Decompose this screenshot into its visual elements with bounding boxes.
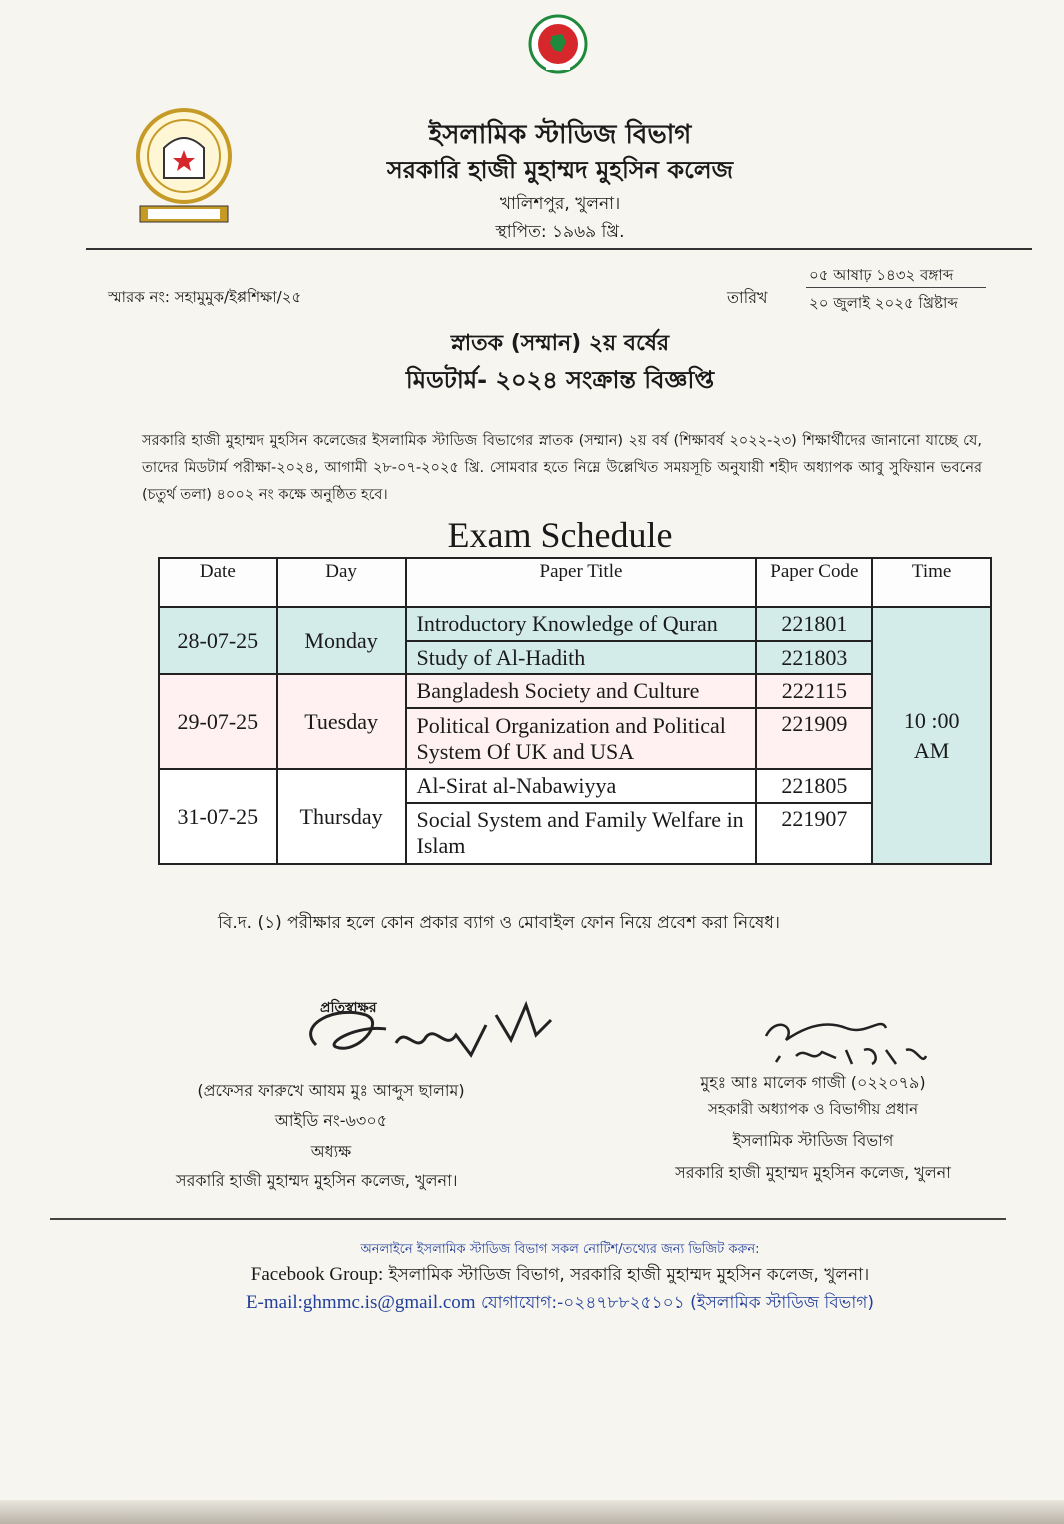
principal-signature — [296, 985, 566, 1075]
header-time: Time — [872, 558, 991, 607]
head-signature — [756, 1006, 936, 1076]
government-seal-icon — [528, 6, 588, 78]
paper-title: Introductory Knowledge of Quran — [406, 607, 757, 641]
header-divider — [86, 248, 1032, 250]
college-logo-icon — [134, 108, 234, 226]
paper-code: 221909 — [756, 708, 872, 769]
exam-time-period: AM — [913, 737, 950, 763]
exam-schedule-title: Exam Schedule — [447, 515, 673, 555]
paper-title: Social System and Family Welfare in Islam — [406, 803, 757, 864]
facebook-label: Facebook Group: — [250, 1264, 384, 1285]
subject-line-1: স্নাতক (সম্মান) ২য় বর্ষের — [450, 331, 670, 356]
exam-day: Monday — [277, 607, 406, 674]
header-paper-code: Paper Code — [756, 558, 872, 607]
principal-title: অধ্যক্ষ — [310, 1142, 352, 1161]
principal-id: আইডি নং-৬৩০৫ — [274, 1111, 388, 1130]
paper-code: 221801 — [756, 607, 872, 641]
exam-date: 31-07-25 — [159, 769, 277, 864]
paper-code: 222115 — [756, 674, 872, 708]
head-name: মুহঃ আঃ মালেক গাজী (০২২০৭৯) — [700, 1073, 926, 1092]
exam-schedule-table — [158, 557, 992, 865]
principal-college: সরকারি হাজী মুহাম্মদ মুহসিন কলেজ, খুলনা। — [176, 1171, 458, 1190]
header-date: Date — [159, 558, 277, 607]
exam-time — [872, 607, 991, 864]
countersign-label: প্রতিস্বাক্ষর — [320, 1000, 377, 1016]
date-english: ২০ জুলাই ২০২৫ খ্রিষ্টাব্দ — [809, 294, 958, 312]
paper-code: 221803 — [756, 641, 872, 675]
paper-title: Bangladesh Society and Culture — [406, 674, 757, 708]
special-note: বি.দ. (১) পরীক্ষার হলে কোন প্রকার ব্যাগ ও মোবাইল ফোন নিয়ে প্রবেশ করা নিষেধ। — [218, 913, 781, 933]
subject-line-2: মিডটার্ম- ২০২৪ সংক্রান্ত বিজ্ঞপ্তি — [405, 366, 715, 394]
principal-name: (প্রফেসর ফারুখে আযম মুঃ আব্দুস ছালাম) — [197, 1081, 465, 1100]
head-department: ইসলামিক স্টাডিজ বিভাগ — [732, 1131, 894, 1150]
paper-code: 221805 — [756, 769, 872, 803]
department-title: ইসলামিক স্টাডিজ বিভাগ — [428, 120, 692, 150]
college-name: সরকারি হাজী মুহাম্মদ মুহসিন কলেজ — [386, 156, 734, 184]
table-row — [159, 607, 991, 641]
footer-online-notice: অনলাইনে ইসলামিক স্টাডিজ বিভাগ সকল নোটিশ/তথ্যের জন্য ভিজিট করুন: — [360, 1242, 760, 1257]
exam-day: Thursday — [277, 769, 406, 864]
paper-title: Al-Sirat al-Nabawiyya — [406, 769, 757, 803]
table-row — [159, 674, 991, 708]
head-title: সহকারী অধ্যাপক ও বিভাগীয় প্রধান — [707, 1100, 919, 1118]
footer-divider — [50, 1218, 1006, 1220]
table-row — [159, 769, 991, 803]
college-established: স্থাপিত: ১৯৬৯ খ্রি. — [495, 222, 625, 242]
memo-number: স্মারক নং: সহামুমুক/ইপ্পশিক্ষা/২৫ — [108, 288, 302, 306]
date-label: তারিখ — [727, 288, 768, 307]
header-paper-title: Paper Title — [406, 558, 757, 607]
notice-body: সরকারি হাজী মুহাম্মদ মুহসিন কলেজের ইসলামিক স্টাডিজ বিভাগের স্নাতক (সম্মান) ২য় বর্ষ (শিক্ষাবর্ষ ২০২২-২৩) শিক্ষার্থীদের জানানো যাচ্ছে যে, তাদের মিডটার্ম পরীক্ষা-২০২৪, আগামী ২৮-০৭-২০২৫ খ্রি. সোমবার হতে নিম্নে উল্লেখিত সময়সূচি অনুযায়ী শহীদ অধ্যাপক আবু সুফিয়ান ভবনের (চতুর্থ তলা) ৪০০২ নং কক্ষে অনুষ্ঠিত হবে। — [142, 433, 982, 503]
exam-day: Tuesday — [277, 674, 406, 769]
contact-number: যোগাযোগ:-০২৪৭৮৮২৫১০১ (ইসলামিক স্টাডিজ বিভাগ) — [480, 1293, 875, 1313]
exam-date: 28-07-25 — [159, 607, 277, 674]
facebook-value: ইসলামিক স্টাডিজ বিভাগ, সরকারি হাজী মুহাম্মদ মুহসিন কলেজ, খুলনা। — [388, 1265, 870, 1285]
paper-title: Study of Al-Hadith — [406, 641, 757, 675]
date-bangla: ০৫ আষাঢ় ১৪৩২ বঙ্গাব্দ — [809, 266, 954, 284]
paper-code: 221907 — [756, 803, 872, 864]
head-college: সরকারি হাজী মুহাম্মদ মুহসিন কলেজ, খুলনা — [675, 1163, 951, 1182]
footer-facebook — [150, 1262, 970, 1290]
paper-title: Political Organization and Political System Of UK and USA — [406, 708, 757, 769]
table-header-row — [159, 558, 991, 607]
exam-date: 29-07-25 — [159, 674, 277, 769]
footer-contact — [150, 1290, 970, 1318]
email-address: E-mail:ghmmc.is@gmail.com — [245, 1292, 476, 1313]
exam-time-hour: 10 :00 — [903, 707, 960, 733]
header-day: Day — [277, 558, 406, 607]
page-bottom-edge — [0, 1500, 1064, 1524]
college-location: খালিশপুর, খুলনা। — [499, 194, 621, 214]
date-divider — [806, 287, 986, 288]
